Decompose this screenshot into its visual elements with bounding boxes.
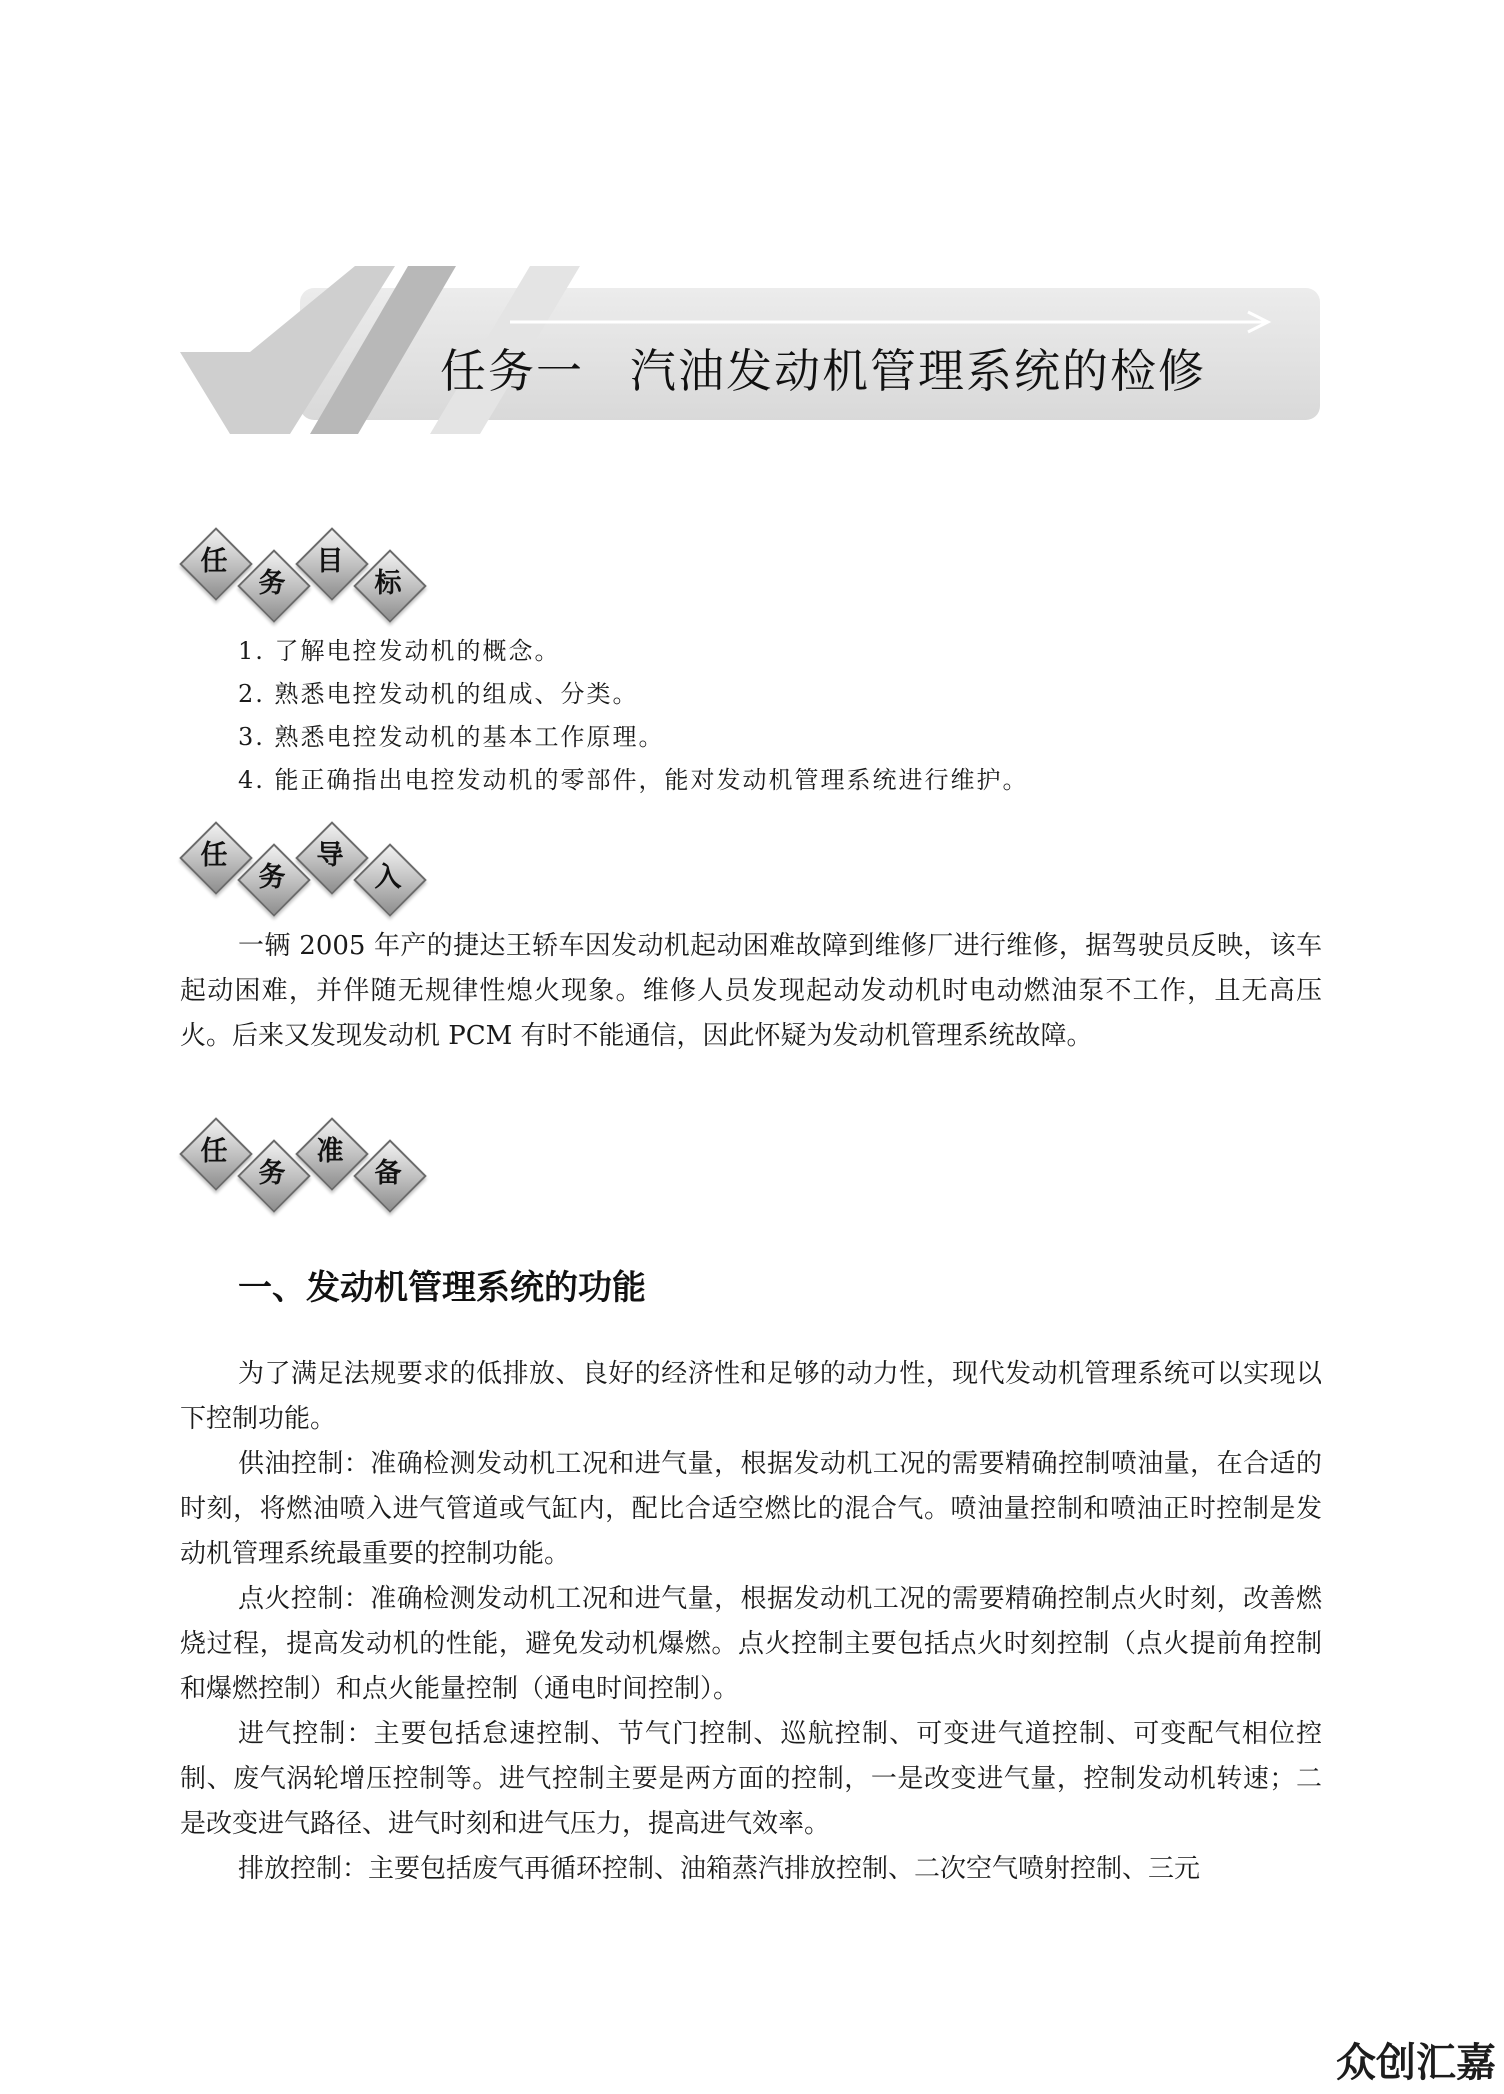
chapter-task-number: 任务一 [440, 344, 584, 398]
section-paragraph: 排放控制：主要包括废气再循环控制、油箱蒸汽排放控制、二次空气喷射控制、三元 [238, 1854, 1201, 1884]
objectives-list [238, 630, 1029, 802]
tag-char: 标 [374, 568, 402, 599]
section-heading: 一、发动机管理系统的功能 [238, 1268, 646, 1308]
list-item: 1. 了解电控发动机的概念。 [238, 637, 561, 665]
tag-char: 务 [258, 568, 286, 599]
list-item: 4. 能正确指出电控发动机的零部件，能对发动机管理系统进行维护。 [238, 766, 1029, 794]
section-paragraph: 点火控制：准确检测发动机工况和进气量，根据发动机工况的需要精确控制点火时刻，改善燃烧过程，提高发动机的性能，避免发动机爆燃。点火控制主要包括点火时刻控制（点火提前角控制和爆燃控制）和点火能量控制（通电时间控制）。 [180, 1584, 1322, 1704]
chapter-title [440, 338, 1206, 404]
tag-char: 备 [374, 1158, 402, 1189]
section-paragraph: 进气控制：主要包括怠速控制、节气门控制、巡航控制、可变进气道控制、可变配气相位控制、废气涡轮增压控制等。进气控制主要是两方面的控制，一是改变进气量，控制发动机转速；二是改变进气路径、进气时刻和进气压力，提高进气效率。 [180, 1719, 1322, 1839]
section-paragraph: 为了满足法规要求的低排放、良好的经济性和足够的动力性，现代发动机管理系统可以实现以下控制功能。 [180, 1359, 1322, 1434]
tag-char: 任 [200, 1136, 228, 1167]
tag-char: 导 [316, 840, 344, 871]
tag-char: 任 [200, 840, 228, 871]
list-item: 2. 熟悉电控发动机的组成、分类。 [238, 680, 639, 708]
tag-task-intro [180, 822, 430, 918]
list-item: 3. 熟悉电控发动机的基本工作原理。 [238, 723, 665, 751]
chapter-title-text: 汽油发动机管理系统的检修 [630, 344, 1206, 398]
tag-task-preparation [180, 1118, 430, 1214]
tag-char: 入 [374, 862, 402, 893]
watermark-logo: 众创汇嘉 [1336, 2040, 1496, 2086]
intro-paragraph: 一辆 2005 年产的捷达王轿车因发动机起动困难故障到维修厂进行维修，据驾驶员反映，该车起动困难，并伴随无规律性熄火现象。维修人员发现起动发动机时电动燃油泵不工作，且无高压火。后来又发现发动机 PCM 有时不能通信，因此怀疑为发动机管理系统故障。 [180, 931, 1322, 1051]
tag-char: 务 [258, 862, 286, 893]
tag-char: 准 [316, 1136, 344, 1167]
tag-task-objectives [180, 528, 430, 624]
tag-char: 务 [258, 1158, 286, 1189]
tag-char: 目 [316, 546, 344, 577]
section-paragraph: 供油控制：准确检测发动机工况和进气量，根据发动机工况的需要精确控制喷油量，在合适的时刻，将燃油喷入进气管道或气缸内，配比合适空燃比的混合气。喷油量控制和喷油正时控制是发动机管理系统最重要的控制功能。 [180, 1449, 1322, 1569]
tag-char: 任 [200, 546, 228, 577]
